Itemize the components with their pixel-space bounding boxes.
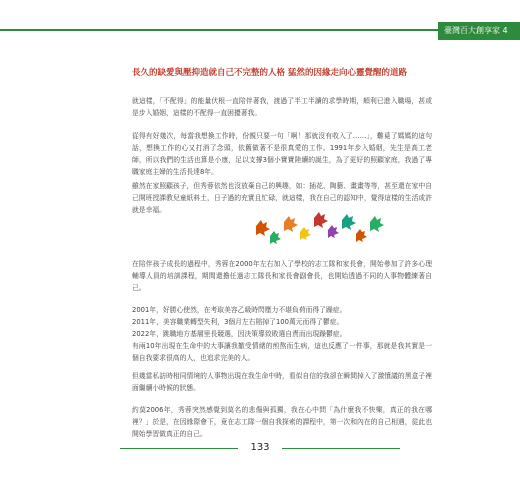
paragraph-2: 從得有好幾次，每當我想換工作時，份親只要一句「啊！那就沒有收入了……」，難覓了媽媽的這句話，想換工作的心又打消了念頭，依舊做著不是很真愛的工作。1991年步入婚姻，先生是高工老師，所以我們的生活也算是小康，足以支撐3個小寶寶陸續的誕生，為了更好的照顧家庭，我過了專職家庭主婦的生活長達8年。 xyxy=(132,132,432,176)
leaf xyxy=(314,212,328,228)
paragraph-6: 但幾當私訪時相同情境的人事物出現在我生命中時，看似自信的我卻在瞬間掉入了激憤議的黑盒子裡面繼續小時候的狀態。 xyxy=(132,372,432,392)
paragraph-3: 雖然在家照顧孩子，但秀蓉依然也沒放棄自己的興趣，如：插花、陶藝、畫畫等等，甚至還在家中自己開班授課教兒童紙料土，日子過的充實且忙碌，就這樣，我在自己的認知中，覺得這樣的生活或許就是幸福。 xyxy=(132,182,432,214)
section-title: 長久的缺愛與壓抑造就自己不完整的人格 猛然的因緣走向心靈覺醒的道路 xyxy=(132,68,407,78)
leaf xyxy=(270,231,281,244)
leaf xyxy=(284,216,298,232)
leaf xyxy=(370,216,384,232)
page-number: 133 xyxy=(250,442,270,453)
leaf xyxy=(356,229,367,242)
timeline-item-2011: 2011年，美容職業轉型失利，3個月左右賠掉了100萬元而得了鬱症。 xyxy=(132,318,344,326)
autumn-leaves-icon xyxy=(250,208,390,248)
leaf xyxy=(300,227,311,240)
footer-rule-right xyxy=(282,448,400,449)
paragraph-7: 約莫2006年，秀蓉突然感覺到莫名的悲傷與孤獨，我在心中問「為什麼我不快樂，真正的我在哪裡？」於是，在因緣際會下，竟在志工隊一個自我探索的課程中，第一次和內在的自己相遇，從此也開始學習做真正的自己。 xyxy=(132,406,432,438)
leaf xyxy=(342,214,356,230)
timeline-item-2022: 2022年，跳職地方基層里長競選，因決策導致敗選自責而出現躁鬱症。 xyxy=(132,330,347,338)
paragraph-5: 有兩10年出現在生命中的大事讓我撤受情緒的煎熬而生病，這也反應了一件事，那就是我其實是一個自我要求很高的人，也追求完美的人。 xyxy=(132,342,432,362)
chapter-tab: 臺灣百大創享家 4 xyxy=(438,22,520,40)
paragraph-1: 就這樣，「不配得」的能量伏根一直陪伴著我，渡過了半工半讀的求學時期，順利已進入職場，甚或是步入婚姻，這樣的不配得一直困擾著我。 xyxy=(132,97,432,117)
header-rule xyxy=(0,29,438,31)
timeline-item-2001: 2001年，好勝心使然，在考取美容乙級時閃壓力不堪負荷而得了躁症。 xyxy=(132,306,347,314)
paragraph-4: 在陪伴孩子成長的過程中，秀蓉在2000年左右加入了學校的志工隊和家長會，開始參加了許多心理輔導人員的培訓課程，期間還擔任過志工隊長和家長會副會長，也開始透過不同的人事物體練著自己。 xyxy=(132,260,432,292)
leaf xyxy=(328,225,339,238)
leaf xyxy=(256,220,270,236)
